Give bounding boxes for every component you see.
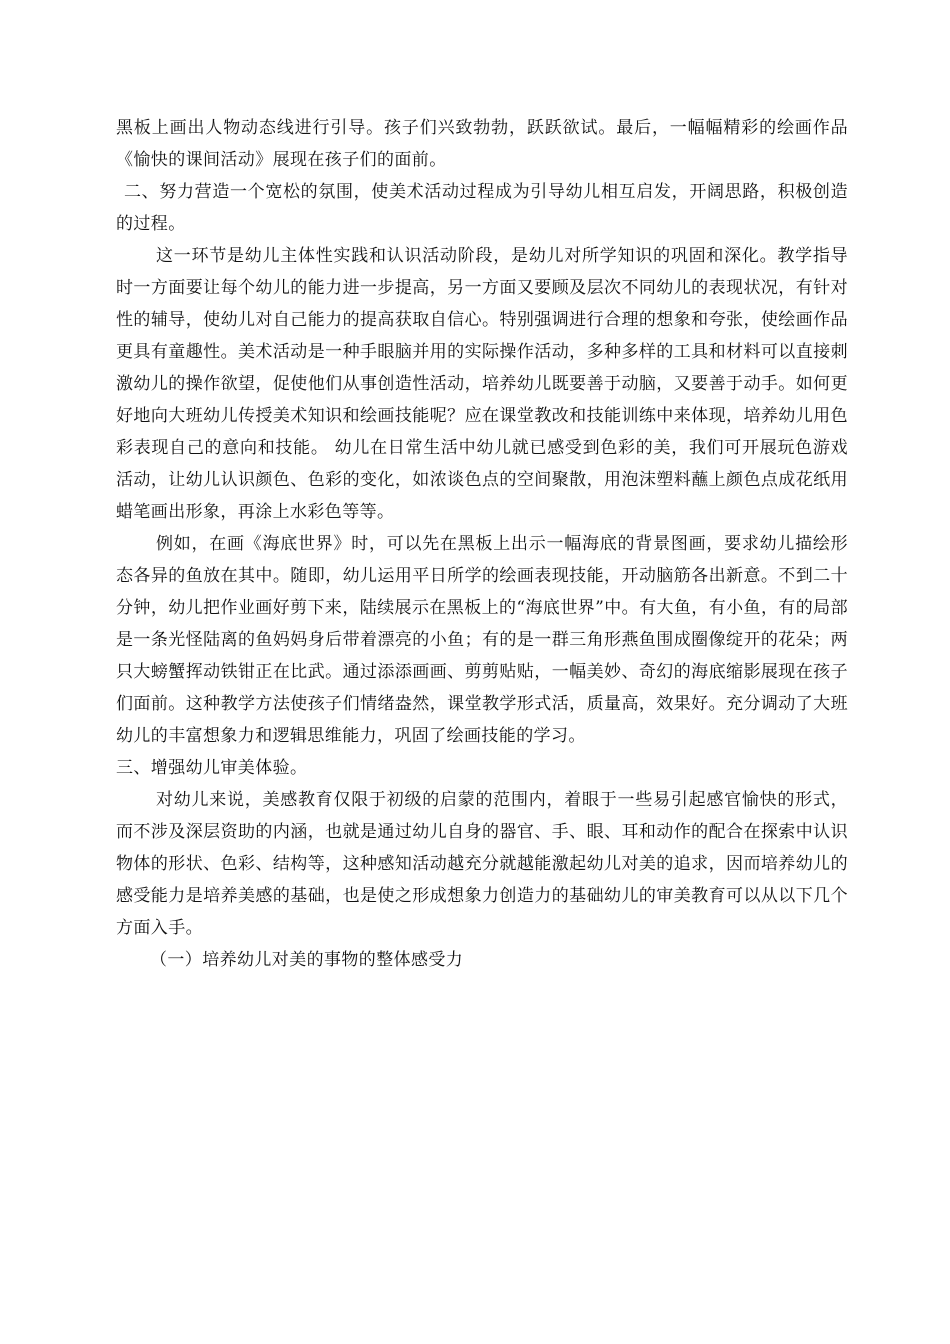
paragraph-aesthetic: 对幼儿来说，美感教育仅限于初级的启蒙的范围内，着眼于一些易引起感官愉快的形式，而不涉及深层资助的内涵，也就是通过幼儿自身的器官、手、眼、耳和动作的配合在探索中认识物体的形状、色彩、结构等，这种感知活动越充分就越能激起幼儿对美的追求，因而培养幼儿的感受能力是培养美感的基础，也是使之形成想象力创造力的基础幼儿的审美教育可以从以下几个方面入手。 (116, 790, 848, 938)
subsection-heading-one: （一）培养幼儿对美的事物的整体感受力 (150, 950, 464, 970)
section-heading-three: 三、增强幼儿审美体验。 (116, 758, 308, 778)
paragraph-continuation: 黑板上画出人物动态线进行引导。孩子们兴致勃勃，跃跃欲试。最后，一幅幅精彩的绘画作品《愉快的课间活动》展现在孩子们的面前。 (116, 118, 848, 170)
section-heading-two: 二、努力营造一个宽松的氛围，使美术活动过程成为引导幼儿相互启发，开阔思路，积极创造的过程。 (116, 182, 848, 234)
paragraph-example: 例如，在画《海底世界》时，可以先在黑板上出示一幅海底的背景图画，要求幼儿描绘形态各异的鱼放在其中。随即，幼儿运用平日所学的绘画表现技能，开动脑筋各出新意。不到二十分钟，幼儿把作业画好剪下来，陆续展示在黑板上的“海底世界”中。有大鱼，有小鱼，有的局部是一条光怪陆离的鱼妈妈身后带着漂亮的小鱼；有的是一群三角形燕鱼围成圈像绽开的花朵；两只大螃蟹挥动铁钳正在比武。通过添添画画、剪剪贴贴，一幅美妙、奇幻的海底缩影展现在孩子们面前。这种教学方法使孩子们情绪盎然，课堂教学形式活，质量高，效果好。充分调动了大班幼儿的丰富想象力和逻辑思维能力，巩固了绘画技能的学习。 (116, 534, 848, 746)
paragraph-body: 这一环节是幼儿主体性实践和认识活动阶段，是幼儿对所学知识的巩固和深化。教学指导时一方面要让每个幼儿的能力进一步提高，另一方面又要顾及层次不同幼儿的表现状况，有针对性的辅导，使幼儿对自己能力的提高获取自信心。特别强调进行合理的想象和夸张，使绘画作品更具有童趣性。美术活动是一种手眼脑并用的实际操作活动，多种多样的工具和材料可以直接刺激幼儿的操作欲望，促使他们从事创造性活动，培养幼儿既要善于动脑，又要善于动手。如何更好地向大班幼儿传授美术知识和绘画技能呢？应在课堂教改和技能训练中来体现，培养幼儿用色彩表现自己的意向和技能。 幼儿在日常生活中幼儿就已感受到色彩的美，我们可开展玩色游戏活动，让幼儿认识颜色、色彩的变化，如浓谈色点的空间聚散，用泡沫塑料蘸上颜色点成花纸用蜡笔画出形象，再涂上水彩色等等。 (116, 246, 848, 522)
document-page (116, 112, 848, 976)
